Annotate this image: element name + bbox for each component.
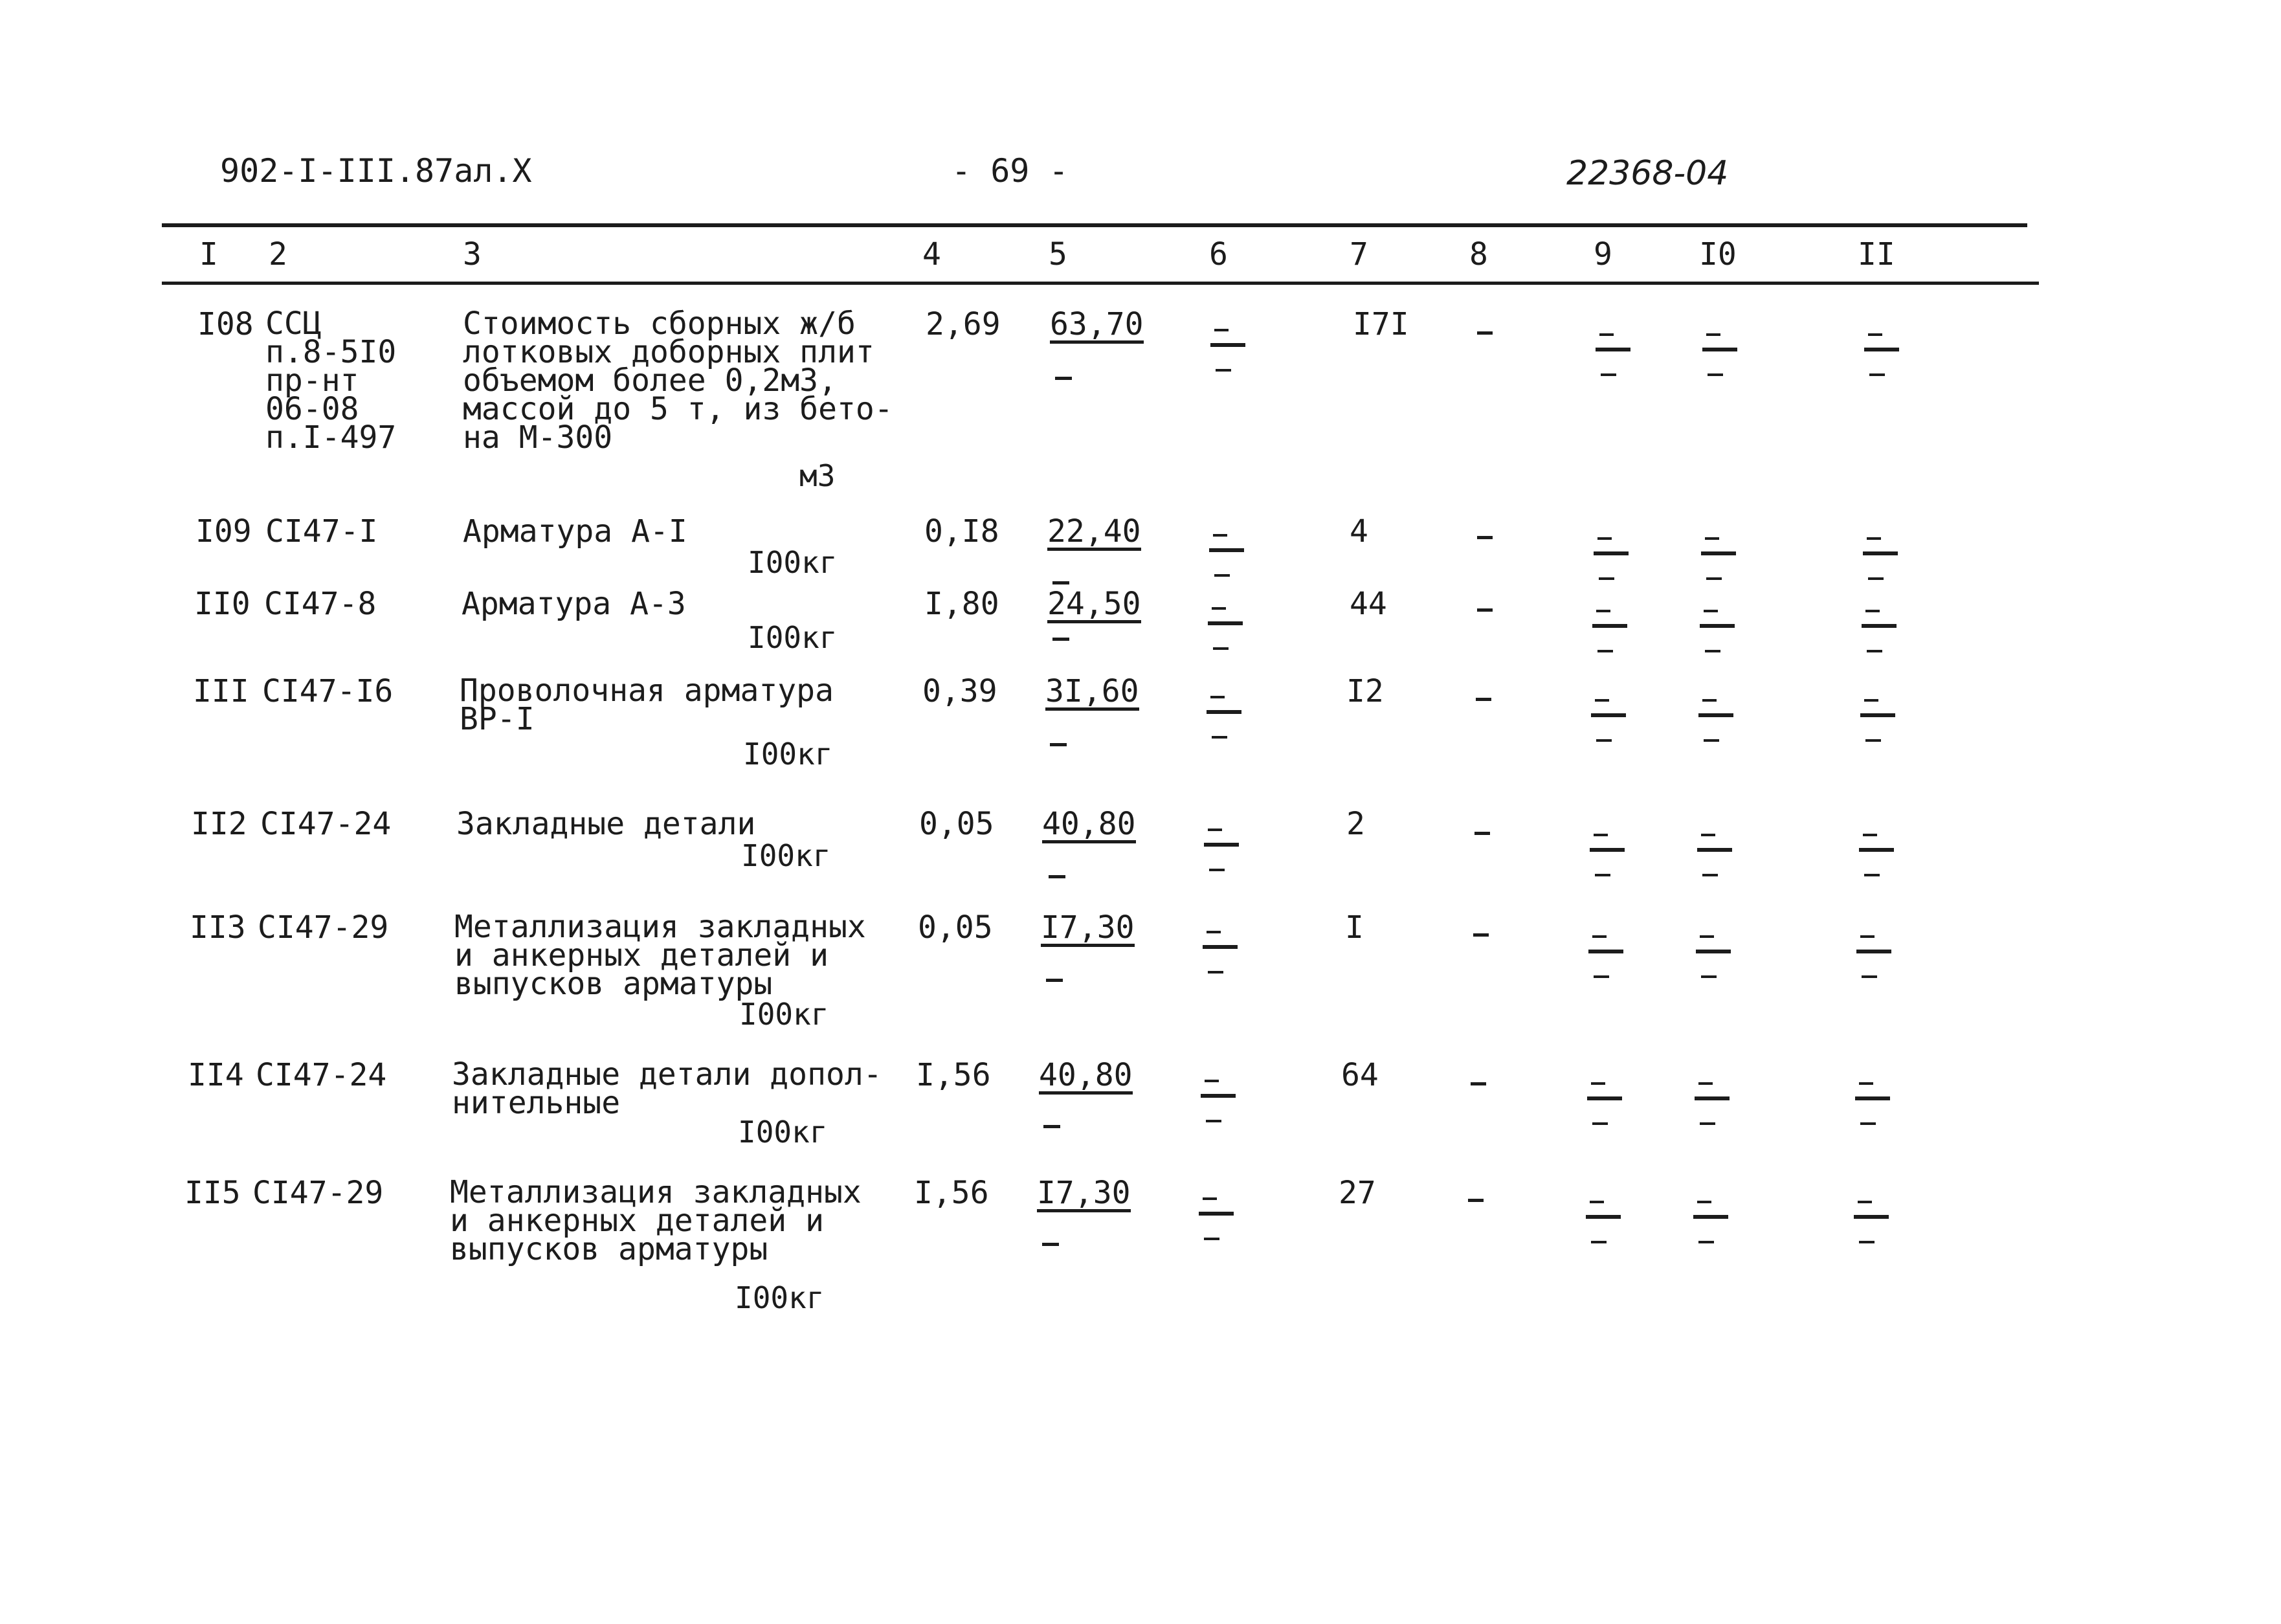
unit-label: I00кг	[738, 1115, 828, 1150]
quantity: I,80	[924, 586, 999, 622]
dash-mark	[1854, 1201, 1893, 1246]
dash-mark	[1210, 329, 1249, 374]
total-cost: 4	[1350, 513, 1368, 550]
unit-label: м3	[799, 458, 836, 493]
dash-mark	[1591, 699, 1630, 744]
column-header-8: 8	[1469, 236, 1488, 273]
dash-mark	[1476, 698, 1491, 701]
dash-mark	[1209, 534, 1248, 579]
item-description: Металлизация закладных и анкерных деталей и выпусков арматуры	[450, 1174, 862, 1267]
dash-mark	[1477, 536, 1493, 539]
page-number: - 69 -	[951, 152, 1069, 190]
dash-mark	[1702, 333, 1741, 379]
dash-mark	[1201, 1080, 1240, 1125]
price-sub-dash	[1052, 581, 1069, 584]
quantity: 0,39	[922, 673, 997, 709]
column-header-10: I0	[1699, 236, 1737, 273]
dash-mark	[1864, 333, 1903, 379]
row-number: II2	[191, 806, 247, 842]
dash-mark	[1590, 834, 1629, 879]
dash-mark	[1208, 607, 1247, 652]
unit-price: 24,50	[1047, 586, 1141, 622]
dash-mark	[1696, 935, 1735, 981]
item-description: Закладные детали допол- нительные	[452, 1056, 882, 1121]
total-cost: 44	[1350, 586, 1387, 622]
item-description: Закладные детали	[456, 806, 756, 842]
column-header-4: 4	[922, 236, 941, 273]
row-number: III	[193, 673, 249, 709]
column-header-5: 5	[1049, 236, 1067, 273]
table-header-rule	[162, 282, 2039, 285]
dash-mark	[1697, 834, 1736, 879]
rate-code: ССЦ п.8-5I0 пр-нт 06-08 п.I-497	[265, 306, 397, 456]
unit-price: 40,80	[1039, 1057, 1133, 1093]
dash-mark	[1471, 1082, 1486, 1085]
document-code: 902-I-III.87ал.X	[220, 152, 532, 190]
quantity: 0,05	[918, 909, 993, 946]
rate-code: CI47-I	[265, 513, 378, 550]
row-number: I08	[197, 306, 254, 342]
total-cost: I	[1345, 909, 1364, 946]
table-top-rule	[162, 223, 2027, 227]
dash-mark	[1859, 834, 1898, 879]
row-number: I09	[195, 513, 252, 550]
unit-label: I00кг	[748, 620, 838, 655]
dash-mark	[1477, 331, 1493, 335]
unit-label: I00кг	[748, 545, 838, 580]
column-header-3: 3	[463, 236, 482, 273]
rate-code: CI47-29	[252, 1175, 384, 1211]
quantity: 2,69	[926, 306, 1001, 342]
unit-price: 3I,60	[1045, 673, 1139, 709]
quantity: 0,I8	[924, 513, 999, 550]
price-sub-dash	[1052, 638, 1069, 641]
unit-label: I00кг	[739, 997, 829, 1032]
rate-code: CI47-29	[258, 909, 389, 946]
price-sub-dash	[1049, 875, 1065, 878]
quantity: I,56	[914, 1175, 989, 1211]
rate-code: CI47-8	[264, 586, 377, 622]
price-sub-dash	[1043, 1125, 1060, 1128]
total-cost: 64	[1341, 1057, 1379, 1093]
dash-mark	[1199, 1197, 1238, 1243]
price-sub-dash	[1055, 377, 1072, 380]
rate-code: CI47-I6	[262, 673, 394, 709]
unit-price: I7,30	[1037, 1175, 1131, 1211]
column-header-6: 6	[1209, 236, 1228, 273]
unit-label: I00кг	[741, 838, 831, 873]
dash-mark	[1862, 610, 1900, 655]
row-number: II4	[188, 1057, 244, 1093]
dash-mark	[1592, 610, 1631, 655]
dash-mark	[1856, 935, 1895, 981]
dash-mark	[1695, 1082, 1733, 1128]
column-header-1: I	[199, 236, 218, 273]
column-header-11: II	[1858, 236, 1895, 273]
item-description: Металлизация закладных и анкерных деталей и выпусков арматуры	[454, 909, 866, 1002]
total-cost: 27	[1339, 1175, 1376, 1211]
dash-mark	[1700, 610, 1739, 655]
dash-mark	[1474, 832, 1490, 835]
column-header-7: 7	[1350, 236, 1368, 273]
total-cost: I2	[1346, 673, 1384, 709]
price-sub-dash	[1046, 979, 1063, 982]
dash-mark	[1588, 935, 1627, 981]
column-header-2: 2	[269, 236, 287, 273]
unit-price: I7,30	[1041, 909, 1135, 946]
dash-mark	[1207, 696, 1245, 741]
column-header-9: 9	[1594, 236, 1612, 273]
unit-price: 22,40	[1047, 513, 1141, 550]
quantity: I,56	[916, 1057, 991, 1093]
quantity: 0,05	[919, 806, 994, 842]
dash-mark	[1855, 1082, 1894, 1128]
unit-price: 40,80	[1042, 806, 1136, 842]
item-description: Стоимость сборных ж/б лотковых доборных плит объемом более 0,2м3, массой до 5 т, из бето- на М-300	[463, 306, 893, 456]
unit-price: 63,70	[1050, 306, 1144, 342]
dash-mark	[1596, 333, 1634, 379]
total-cost: I7I	[1353, 306, 1409, 342]
rate-code: CI47-24	[260, 806, 392, 842]
dash-mark	[1204, 829, 1243, 874]
price-sub-dash	[1050, 743, 1067, 746]
dash-mark	[1594, 537, 1632, 583]
price-sub-dash	[1042, 1243, 1059, 1246]
unit-label: I00кг	[743, 737, 833, 772]
total-cost: 2	[1346, 806, 1365, 842]
dash-mark	[1698, 699, 1737, 744]
dash-mark	[1587, 1082, 1626, 1128]
inventory-number: 22368-04	[1566, 154, 1729, 193]
unit-label: I00кг	[735, 1280, 825, 1315]
dash-mark	[1586, 1201, 1625, 1246]
dash-mark	[1473, 933, 1489, 937]
item-description: Арматура А-I	[463, 513, 687, 550]
item-description: Арматура А-3	[462, 586, 686, 622]
row-number: II0	[194, 586, 250, 622]
item-description: Проволочная арматура ВР-I	[460, 673, 834, 737]
row-number: II5	[184, 1175, 241, 1211]
dash-mark	[1468, 1199, 1484, 1202]
dash-mark	[1701, 537, 1740, 583]
dash-mark	[1693, 1201, 1732, 1246]
dash-mark	[1863, 537, 1902, 583]
rate-code: CI47-24	[256, 1057, 387, 1093]
dash-mark	[1203, 931, 1241, 976]
row-number: II3	[190, 909, 246, 946]
dash-mark	[1860, 699, 1899, 744]
dash-mark	[1477, 608, 1493, 612]
